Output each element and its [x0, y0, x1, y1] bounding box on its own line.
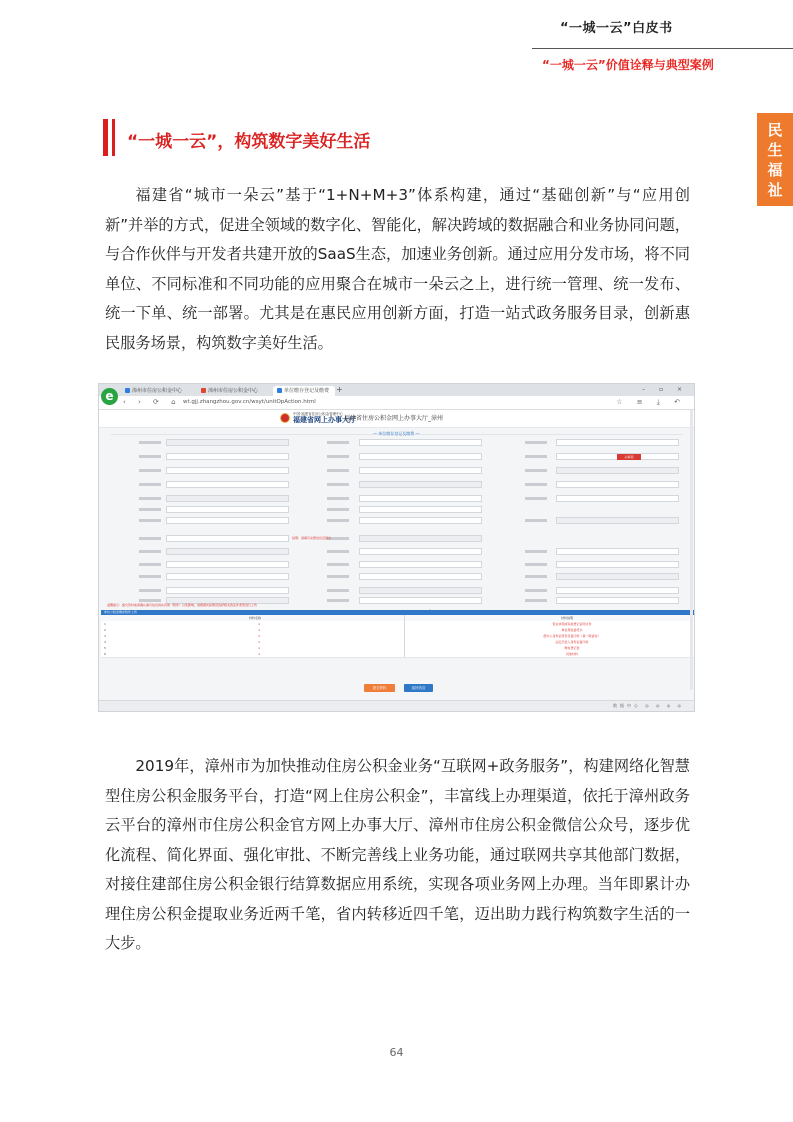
form-field[interactable]: [497, 548, 679, 556]
status-icons: 数据中心 ◎ ◎ ◎ ◎: [612, 703, 684, 708]
side-tab-char: 福: [767, 160, 783, 179]
form-field[interactable]: [299, 573, 482, 581]
form-field-input[interactable]: [359, 481, 482, 488]
form-field[interactable]: [111, 535, 289, 543]
form-field-input[interactable]: [359, 517, 482, 524]
form-field-input[interactable]: [166, 495, 289, 502]
tab-label: 漳州市住房公积金中心: [208, 388, 259, 394]
row-number: 1: [104, 622, 106, 626]
back-home-button[interactable]: 返回首页: [404, 684, 433, 692]
form-field-input[interactable]: [556, 495, 679, 502]
form-field-label: [139, 575, 161, 578]
form-field-input[interactable]: [359, 453, 482, 460]
section-marker-bar: [112, 119, 115, 156]
paragraph-1-text: 福建省“城市一朵云”基于“1+N+M+3”体系构建，通过“基础创新”与“应用创新”并举的方式，促进全领域的数字化、智能化，解决跨域的数据融合和业务协同问题，与合作伙伴与开发者共建开放的SaaS生态，加速业务创新。通过应用分发市场，将不同单位、不同标准和不同功能的应用聚合在城市一朵云之上，进行统一管理、统一发布、统一下单、统一部署。尤其是在惠民应用创新方面，打造一站式政务服务目录，创新惠民服务场景，构筑数字美好生活。: [105, 186, 690, 352]
side-tab: [757, 113, 793, 206]
form-field-label: [327, 599, 349, 602]
toolbar-icons[interactable]: ☆ ≡ ⤓ ↶: [616, 398, 686, 406]
red-note: 说明：请填写完整信息后提交: [292, 536, 332, 540]
scrollbar[interactable]: [690, 410, 693, 690]
form-field-label: [139, 508, 161, 511]
form-field-input[interactable]: [359, 587, 482, 594]
form-field-label: [139, 599, 161, 602]
form-field-input[interactable]: [359, 467, 482, 474]
form-field[interactable]: [299, 506, 482, 514]
form-field-label: [525, 469, 547, 472]
form-field[interactable]: [111, 481, 289, 489]
browser-logo-icon: e: [101, 388, 118, 405]
form-field-input[interactable]: [166, 506, 289, 513]
form-field-label: [525, 519, 547, 522]
form-field-input[interactable]: [359, 495, 482, 502]
form-field-input[interactable]: [166, 481, 289, 488]
form-field[interactable]: [299, 453, 482, 461]
form-field[interactable]: [299, 481, 482, 489]
form-field-input[interactable]: [556, 481, 679, 488]
row-status: ×: [258, 622, 261, 626]
form-field-input[interactable]: [359, 548, 482, 555]
book-title: “一城一云”白皮书: [560, 21, 673, 36]
form-field-input[interactable]: [556, 561, 679, 568]
form-field-label: [327, 508, 349, 511]
form-field[interactable]: [111, 495, 289, 503]
form-field[interactable]: [497, 561, 679, 569]
form-field-input[interactable]: [359, 439, 482, 446]
form-field-label: [525, 441, 547, 444]
table-col-header: 材料说明: [561, 616, 574, 620]
form-field[interactable]: [299, 587, 482, 595]
form-field[interactable]: [299, 467, 482, 475]
side-tab-char: 民: [767, 120, 783, 139]
form-field[interactable]: [111, 587, 289, 595]
form-field-input[interactable]: [166, 548, 289, 555]
form-field[interactable]: [497, 453, 679, 461]
form-field-label: [327, 455, 349, 458]
row-status: ×: [258, 640, 261, 644]
form-field-label: [525, 599, 547, 602]
browser-tabbar: [99, 384, 694, 396]
form-field-input[interactable]: [556, 548, 679, 555]
section-marker-bar: [103, 119, 108, 156]
form-field-label: [139, 519, 161, 522]
address-bar: [99, 396, 694, 410]
form-field-input[interactable]: [556, 597, 679, 604]
form-field-input[interactable]: [166, 467, 289, 474]
form-field-label: [525, 575, 547, 578]
form-field-label: [139, 589, 161, 592]
row-status: ×: [258, 634, 261, 638]
form-field-label: [327, 469, 349, 472]
side-tab-char: 生: [767, 140, 783, 159]
row-number: 5: [104, 646, 106, 650]
form-field[interactable]: [497, 467, 679, 475]
form-field-label: [327, 575, 349, 578]
form-field[interactable]: [299, 439, 482, 447]
form-field-label: [139, 563, 161, 566]
form-field-label: [525, 455, 547, 458]
row-number: 4: [104, 640, 106, 644]
nav-buttons[interactable]: ‹ › ⟳ ⌂: [123, 398, 181, 406]
section-title: “一城一云”，构筑数字美好生活: [127, 132, 371, 152]
form-field-label: [327, 519, 349, 522]
form-field-label: [139, 550, 161, 553]
form-field-label: [327, 497, 349, 500]
form-field-input[interactable]: [359, 506, 482, 513]
form-field-label: [139, 483, 161, 486]
row-status: ×: [258, 646, 261, 650]
form-field-input[interactable]: [556, 587, 679, 594]
header-divider: [532, 48, 793, 49]
row-status: ×: [258, 628, 261, 632]
row-description: 缴存登记表: [564, 646, 580, 650]
form-field-input[interactable]: [166, 561, 289, 568]
form-field-input[interactable]: [556, 573, 679, 580]
browser-tab-active[interactable]: [273, 386, 335, 396]
form-field-label: [139, 455, 161, 458]
row-description: 其他材料: [565, 652, 578, 656]
table-col-header: 材料名称: [249, 616, 262, 620]
red-tooltip: 必填项: [617, 454, 641, 460]
form-field-input[interactable]: [359, 573, 482, 580]
page-number: 64: [389, 1046, 404, 1059]
window-controls[interactable]: – ▫ ×: [642, 386, 688, 393]
browser-tab[interactable]: [121, 386, 197, 396]
form-field[interactable]: [497, 439, 679, 447]
embedded-screenshot: [98, 383, 695, 712]
site-title: 福建省住房公积金网上办事大厅_漳州: [344, 415, 444, 422]
paragraph-2: [105, 752, 690, 959]
row-description: 单位授权委托书: [561, 628, 583, 632]
form-field-input[interactable]: [556, 467, 679, 474]
form-field[interactable]: [299, 597, 482, 605]
form-field-input[interactable]: [556, 517, 679, 524]
form-field-input[interactable]: [359, 597, 482, 604]
form-field[interactable]: [111, 573, 289, 581]
form-field-input[interactable]: [166, 439, 289, 446]
form-section-title: — 单位缴存登记及缴费 —: [373, 431, 420, 436]
tab-label: 漳州市住房公积金中心: [132, 388, 183, 394]
form-field[interactable]: [497, 517, 679, 525]
site-header: [99, 410, 694, 428]
row-number: 6: [104, 652, 106, 656]
site-name: 福建省网上办事大厅: [293, 416, 356, 424]
form-field-label: [327, 441, 349, 444]
form-field[interactable]: [299, 561, 482, 569]
form-field[interactable]: [299, 517, 482, 525]
form-field[interactable]: [497, 587, 679, 595]
form-field-label: [525, 550, 547, 553]
form-field[interactable]: [111, 467, 289, 475]
site-subtitle: 中国·福建省住房公积金管理中心: [293, 412, 344, 416]
paragraph-2-text: 2019年，漳州市为加快推动住房公积金业务“互联网+政务服务”，构建网络化智慧型住房公积金服务平台，打造“网上住房公积金”，丰富线上办理渠道，依托于漳州政务云平台的漳州市住房公积金官方网上办事大厅、漳州市住房公积金微信公众号，逐步优化流程、简化界面、强化审批、不断完善线上业务功能，通过联网共享其他部门数据，对接住建部住房公积金银行结算数据应用系统，实现各项业务网上办理。当年即累计办理住房公积金提取业务近两千笔，省内转移近四千笔，迈出助力践行构筑数字生活的一大步。: [105, 757, 690, 952]
row-description: 营业执照或其他登记证明文件: [552, 622, 592, 626]
row-number: 2: [104, 628, 106, 632]
form-field-input[interactable]: [556, 439, 679, 446]
form-field[interactable]: [497, 573, 679, 581]
form-field[interactable]: [111, 453, 289, 461]
form-field-label: [525, 589, 547, 592]
paragraph-1: [105, 181, 690, 358]
form-field-label: [139, 537, 161, 540]
form-field[interactable]: [497, 481, 679, 489]
form-field[interactable]: [111, 517, 289, 525]
form-field-label: [525, 497, 547, 500]
form-field-label: [525, 563, 547, 566]
form-field[interactable]: [111, 506, 289, 514]
emblem-icon: [280, 413, 290, 423]
tab-favicon-icon: [277, 388, 282, 393]
form-field[interactable]: [111, 548, 289, 556]
form-field[interactable]: [299, 548, 482, 556]
form-field-input[interactable]: [359, 535, 482, 542]
row-number: 3: [104, 634, 106, 638]
form-field-input[interactable]: [166, 535, 289, 542]
table-header-text: 单位公积金缴存附件上传: [104, 610, 138, 614]
tab-favicon-icon: [125, 388, 130, 393]
form-field-label: [327, 550, 349, 553]
form-field-label: [139, 441, 161, 444]
form-field[interactable]: [497, 495, 679, 503]
form-field-input[interactable]: [166, 517, 289, 524]
table-row[interactable]: [101, 651, 694, 658]
form-field-input[interactable]: [359, 561, 482, 568]
form-field-input[interactable]: [166, 573, 289, 580]
form-field[interactable]: [111, 439, 289, 447]
submit-button[interactable]: 提交资料: [364, 684, 395, 692]
new-tab-button[interactable]: +: [336, 385, 343, 394]
status-bar: [99, 700, 694, 711]
form-field[interactable]: [497, 597, 679, 605]
form-field-label: [327, 589, 349, 592]
form-field-input[interactable]: [166, 587, 289, 594]
form-field-label: [327, 563, 349, 566]
form-field-label: [327, 483, 349, 486]
form-field-input[interactable]: [166, 453, 289, 460]
row-description: 经办人身份证原件及复印件（第一联留存）: [543, 634, 601, 638]
browser-tab[interactable]: [197, 386, 273, 396]
table-divider: [404, 615, 405, 657]
form-field-label: [525, 483, 547, 486]
chapter-title: “一城一云”价值诠释与典型案例: [542, 58, 714, 72]
tab-label: 单位缴存登记及缴费: [284, 388, 330, 394]
form-field[interactable]: [111, 561, 289, 569]
red-note: 温馨提示：提交资料前请确认填写信息真实有效（附件）以免影响，请根据实际情况选择相关的证件类型进行上传: [107, 603, 258, 607]
row-description: 法定代表人身份证复印件: [555, 640, 589, 644]
form-field-label: [139, 497, 161, 500]
url-input[interactable]: wt.gjj.zhangzhou.gov.cn/wsyt/unitOpAction.html: [183, 399, 316, 405]
tab-favicon-icon: [201, 388, 206, 393]
form-field-label: [139, 469, 161, 472]
side-tab-char: 祉: [767, 180, 783, 199]
row-status: ×: [258, 652, 261, 656]
form-field[interactable]: [299, 495, 482, 503]
